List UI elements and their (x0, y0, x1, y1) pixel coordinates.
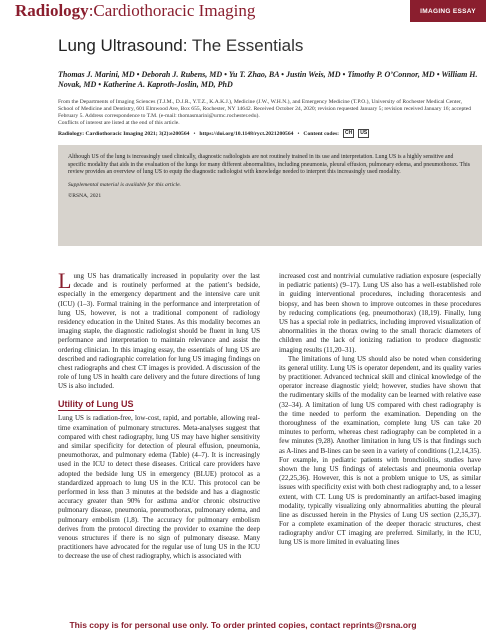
journal-citation: Radiology: Cardiothoracic Imaging 2021; 3(2):e200564 (58, 130, 190, 137)
bullet-separator: • (297, 130, 300, 137)
imaging-essay-tag: IMAGING ESSAY (410, 0, 486, 22)
conflicts-note: Conflicts of interest are listed at the end of this article. (58, 120, 180, 126)
journal-header (0, 0, 486, 24)
limitations-paragraph: The limitations of lung US should also be noted when considering its general utility. Lung US is operator dependent, and its quality varies by practitioner. Advanced technical skill and clinical knowledge of the operator increase diagnostic yield; however, studies have shown that the rudimentary skills of the modality can be learned with relative ease (32–34). A limitation of lung US compared with chest radiography is the time needed to perform the examination. Depending on the thoroughness of the examination, complete lung US can take 20 minutes to perform, whereas chest radiography can be completed in a few minutes (9,28). Another limitation in lung US is that findings such as A-lines and B-lines can be seen in a variety of conditions (1,2,14,35). For example, in pediatric patients with bronchiolitis, studies have shown the lung US findings of atelectasis and pneumonia overlap (22,25,36). However, this is not a problem unique to US, as similar issues with specificity exist with both chest radiography and, to a lesser extent, with CT. Lung US is predominantly an artifact-based imaging modality, typically visualizing only abnormalities abutting the pleural line as discussed herein in the Physics of Lung US section (2,35,37). For a complete examination of the deeper thoracic structures, chest radiography and/or CT imaging are preferred. Similarly, in the ICU, lung US is more limited in evaluating lines (279, 354, 481, 547)
brand-subtitle: Cardiothoracic Imaging (93, 1, 256, 20)
intro-paragraph (58, 268, 260, 391)
title-sub: The Essentials (187, 36, 304, 55)
right-paragraph-1: increased cost and nontrivial cumulative radiation exposure (especially in pediatric patients) (9–17). Lung US also has a well-established role in guiding interventional procedures, including thoracentesis and biopsy, and has been shown to improve outcomes in these procedures by reducing complications (eg, pneumothorax) (18,19). Finally, lung US has a special role in pediatrics, including improved visualization of abnormalities in the thorax owing to the small thoracic diameters of children and the lack of ionizing radiation to produce diagnostic imaging results (11,20–31). (279, 272, 481, 354)
copyright-note: ©RSNA, 2021 (68, 192, 102, 199)
reprint-footer: This copy is for personal use only. To order printed copies, contact reprints@rsna.org (69, 620, 417, 630)
brand-radiology: Radiology (15, 1, 89, 20)
doi-link[interactable]: https://doi.org/10.1148/ryct.2021200564 (199, 130, 294, 137)
title-main: Lung Ultrasound: (58, 36, 188, 55)
section-heading-utility: Utility of Lung US (58, 399, 134, 410)
abstract-text: Although US of the lung is increasingly used clinically, diagnostic radiologists are not routinely trained in its use and interpretation. Lung US is a highly sensitive and specific modality that aids in the evaluation of the lungs for many different abnormalities, including pneumonia, pleural effusion, pulmonary edema, and pneumothorax. This review provides an overview of lung US to equip the diagnostic radiologist with knowledge needed to interpret this increasingly used modality. (68, 154, 470, 175)
citation-line (58, 129, 478, 138)
content-code-us[interactable]: US (360, 130, 368, 136)
author-list: Thomas J. Marini, MD • Deborah J. Rubens, MD • Yu T. Zhao, BA • Justin Weis, MD • Timothy P. O’Connor, MD • William H. Novak, MD • Katherine A. Kaproth-Joslin, MD, PhD (58, 70, 478, 89)
supplemental-note: Supplemental material is available for this article. (68, 181, 181, 188)
brand-separator: : (88, 1, 94, 20)
body-column-left (58, 268, 260, 561)
content-codes-label: Content codes: (303, 130, 339, 137)
drop-cap: L (58, 268, 72, 293)
utility-paragraph: Lung US is radiation-free, low-cost, rapid, and portable, allowing real-time examination of pulmonary structures. Meta-analyses suggest that compared with chest radiography, lung US may have higher sensitivity and similar specificity for detection of pleural effusion, pneumonia, pneumothorax, and pulmonary edema (Table) (4–7). It is increasingly used in the ICU to detect these diseases. Critical care providers have adopted the bedside lung US in emergency (BLUE) protocol as a standardized approach to lung US in the ICU. This protocol can be performed in less than 3 minutes at the bedside and has a diagnostic accuracy greater than 90% for asthma and/or chronic obstructive pulmonary disease, pneumonia, pneumothorax, pulmonary edema, and pulmonary embolism (1,8). The accuracy for pulmonary embolism derives from the protocol directing the provider to examine the deep venous structures if there is no sign of pulmonary disease. Many practitioners have advocated for the regular use of lung US in the ICU to decrease the use of chest radiography, which is associated with (58, 414, 260, 561)
bullet-separator: • (193, 130, 196, 137)
article-title (58, 36, 303, 56)
body-column-right (279, 272, 481, 548)
content-code-ch[interactable]: CH (345, 130, 353, 136)
journal-brand (15, 1, 255, 21)
affiliation-text: From the Departments of Imaging Sciences (T.J.M., D.J.R., Y.T.Z., K.A.K.J.), Medicine (J.W., W.H.N.), and Emergency Medicine (T.P.O.), University of Rochester Medical Center, School of Medicine and Dentistry, 601 Elmwood Ave, Box 655, Rochester, NY 14642. Received October 24, 2020; revision requested January 5; revision received January 16; accepted February 5. Address correspondence to T.M. (e-mail: thomasmarini@urmc.rochester.edu). (58, 99, 472, 120)
abstract-box (58, 145, 482, 246)
intro-text: ung US has dramatically increased in popularity over the last decade and is routinely performed at the patient’s bedside, especially in the emergency department and the intensive care unit (ICU) (1–3). Formal training in the performance and interpretation of lung US, however, is not a traditional component of radiology residency education in the United States. As this modality becomes an imaging staple, the diagnostic radiologist should be fluent in lung US performance and interpretation to maintain relevance and assist the ordering clinician. In this imaging essay, the essentials of lung US are described and radiographic correlation for lung US imaging findings on chest radiographs and chest CT images is provided. A discussion of the role of lung US in health care delivery and the future directions of lung US is also included. (58, 272, 260, 391)
